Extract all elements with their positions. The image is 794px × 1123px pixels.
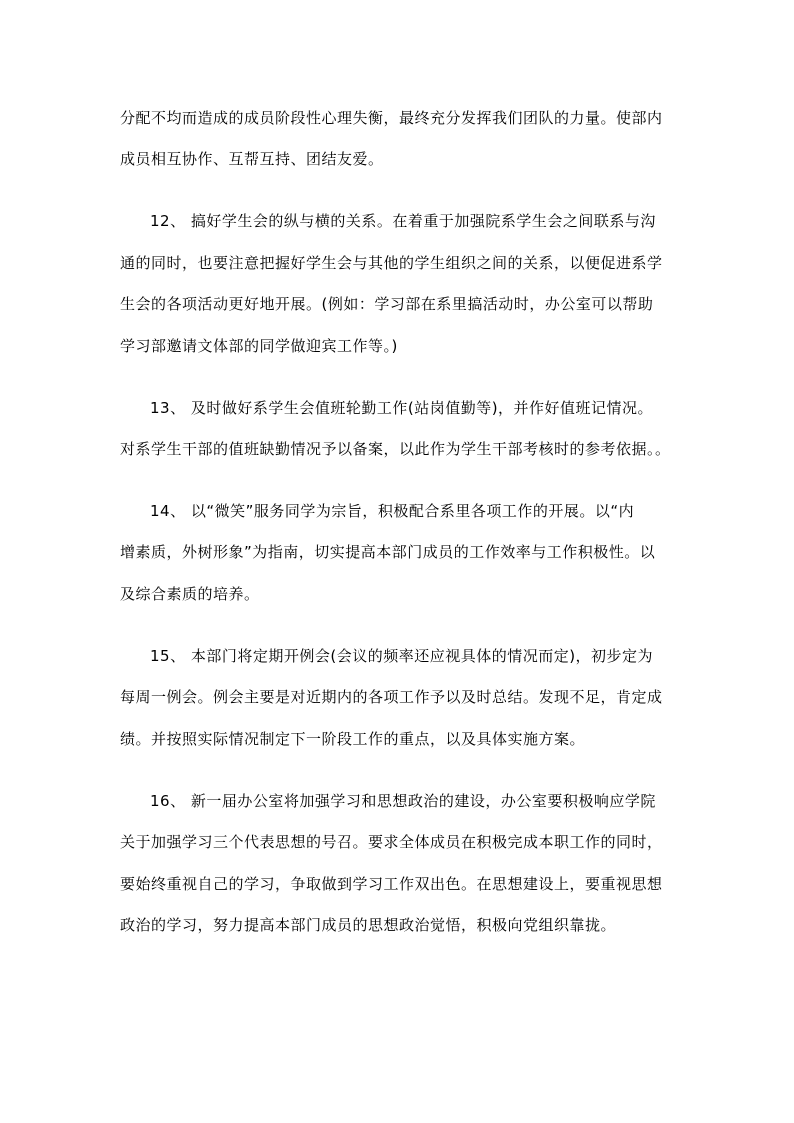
item-16-line: 政治的学习，努力提高本部门成员的思想政治觉悟，积极向党组织靠拢。 [120,916,617,934]
item-15-line: 每周一例会。例会主要是对近期内的各项工作予以及时总结。发现不足，肯定成 [120,688,663,706]
item-14-line: 及综合素质的培养。 [120,585,260,603]
item-16-line: 关于加强学习三个代表思想的号召。要求全体成员在积极完成本职工作的同时， [120,833,663,851]
item-12-line: 学习部邀请文体部的同学做迎宾工作等。) [120,337,398,355]
item-14-line: 增素质，外树形象”为指南，切实提高本部门成员的工作效率与工作积极性。以 [120,543,656,561]
paragraph-line: 成员相互协作、互帮互持、团结友爱。 [120,150,384,168]
item-13-line: 13、 及时做好系学生会值班轮勤工作(站岗值勤等)，并作好值班记情况。 [150,399,654,417]
item-16-line: 要始终重视自己的学习，争取做到学习工作双出色。在思想建设上，要重视思想 [120,875,663,893]
item-13-line: 对系学生干部的值班缺勤情况予以备案，以此作为学生干部考核时的参考依据。。 [120,440,671,458]
item-15-line: 15、 本部门将定期开例会(会议的频率还应视具体的情况而定)，初步定为 [150,647,654,665]
item-15-line: 绩。并按照实际情况制定下一阶段工作的重点，以及具体实施方案。 [120,730,586,748]
item-12-line: 12、 搞好学生会的纵与横的关系。在着重于加强院系学生会之间联系与沟 [150,212,656,230]
item-12-line: 生会的各项活动更好地开展。(例如：学习部在系里搞活动时，办公室可以帮助 [120,295,654,313]
item-16-line: 16、 新一届办公室将加强学习和思想政治的建设，办公室要积极响应学院 [150,792,656,810]
item-12-line: 通的同时，也要注意把握好学生会与其他的学生组织之间的关系，以便促进系学 [120,254,663,272]
paragraph-line: 分配不均而造成的成员阶段性心理失衡，最终充分发挥我们团队的力量。使部内 [120,109,663,127]
item-14-line: 14、 以“微笑”服务同学为宗旨，积极配合系里各项工作的开展。以“内 [150,502,635,520]
